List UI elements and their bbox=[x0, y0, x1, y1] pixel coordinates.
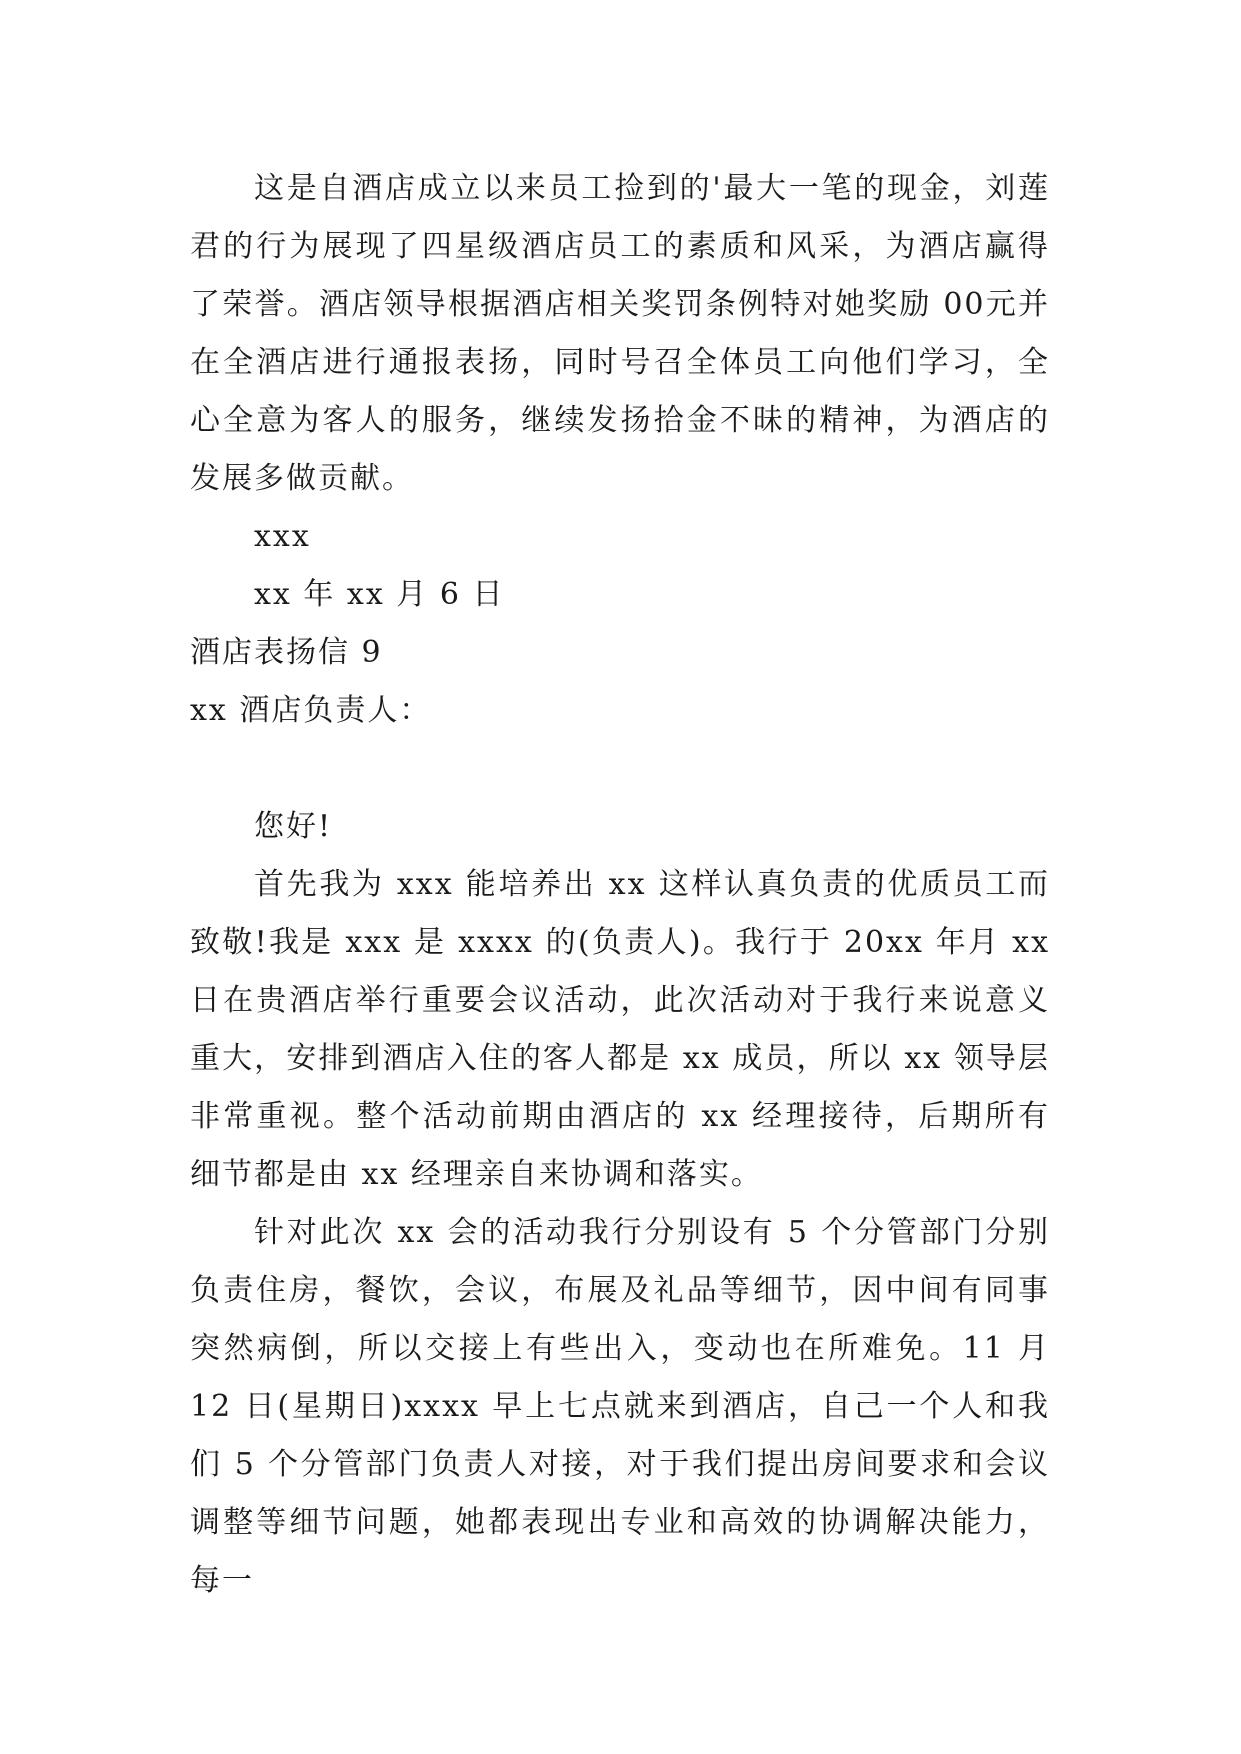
paragraph-3: 针对此次 xx 会的活动我行分别设有 5 个分管部门分别负责住房，餐饮，会议，布展及礼品等细节，因中间有同事突然病倒，所以交接上有些出入，变动也在所难免。11 月 12 日(星期日)xxxx 早上七点就来到酒店，自己一个人和我们 5 个分管部门负责人对接，对于我们提出房间要求和会议调整等细节问题，她都表现出专业和高效的协调解决能力，每一 bbox=[190, 1215, 1050, 1598]
salutation: xx 酒店负责人： bbox=[190, 693, 432, 728]
signature-date: xx 年 xx 月 6 日 bbox=[254, 577, 505, 612]
paragraph-2: 首先我为 xxx 能培养出 xx 这样认真负责的优质员工而致敬!我是 xxx 是 xxxx 的(负责人)。我行于 20xx 年月 xx 日在贵酒店举行重要会议活动，此次活动对于我行来说意义重大，安排到酒店入住的客人都是 xx 成员，所以 xx 领导层非常重视。整个活动前期由酒店的 xx 经理接待，后期所有细节都是由 xx 经理亲自来协调和落实。 bbox=[190, 867, 1050, 1192]
document-body bbox=[190, 160, 1050, 1610]
paragraph-1: 这是自酒店成立以来员工捡到的'最大一笔的现金，刘莲君的行为展现了四星级酒店员工的素质和风采，为酒店赢得了荣誉。酒店领导根据酒店相关奖罚条例特对她奖励 00元并在全酒店进行通报表扬，同时号召全体员工向他们学习，全心全意为客人的服务，继续发扬拾金不昧的精神，为酒店的发展多做贡献。 bbox=[190, 171, 1050, 496]
blank-line bbox=[190, 740, 1050, 798]
greeting: 您好! bbox=[254, 809, 333, 844]
signature-name: xxx bbox=[254, 519, 311, 554]
section-title: 酒店表扬信 9 bbox=[190, 635, 383, 670]
